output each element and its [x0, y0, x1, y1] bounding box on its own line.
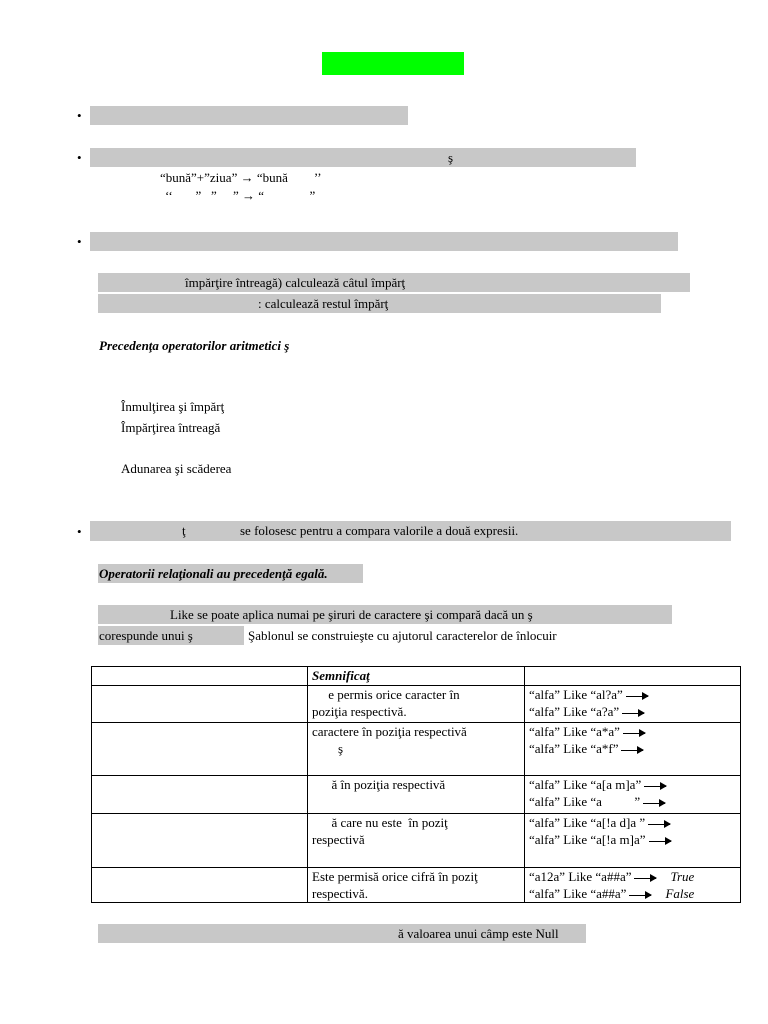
precedence-item-1: Înmulţirea şi împărţ [121, 399, 225, 414]
example-cell: “alfa” Like “al?a” “alfa” Like “a?a” [525, 686, 741, 723]
header-cell: Semnificaţ [308, 667, 525, 686]
arrow-icon [644, 786, 666, 787]
table-row [92, 686, 741, 723]
int-division-text: împărţire întreagă) calculează câtul împărţ [185, 275, 406, 290]
precedence-heading: Precedenţa operatorilor aritmetici ş [99, 338, 290, 353]
meaning-cell: Este permisă orice cifră în poziţ respectivă. [308, 868, 525, 903]
example-cell: “a12a” Like “a##a” True “alfa” Like “a##a” False [525, 868, 741, 903]
arrow-icon [622, 713, 644, 714]
header-cell [525, 667, 741, 686]
concat-example-2: ‘‘ ” ” ” → “ ” [165, 188, 316, 203]
bullet-4: • [77, 524, 82, 539]
example-cell: “alfa” Like “a[a m]a” “alfa” Like “a ” [525, 776, 741, 814]
bar-2-sh: ş [448, 150, 454, 165]
meaning-cell: caractere în poziţia respectivă ş [308, 723, 525, 776]
arrow-icon [649, 841, 671, 842]
bullet-2: • [77, 150, 82, 165]
like-wildcard-table [91, 666, 741, 903]
relational-intro: se folosesc pentru a compara valorile a două expresii. [240, 523, 519, 538]
meaning-cell: e permis orice caracter în poziţia respectivă. [308, 686, 525, 723]
result-true: True [670, 869, 695, 884]
highlight-bar-3 [90, 232, 678, 251]
table-row [92, 723, 741, 776]
highlight-bar-2 [90, 148, 636, 167]
relational-mark: ţ [182, 523, 186, 538]
example-cell: “alfa” Like “a[!a d]a ” “alfa” Like “a[!a m]a” [525, 814, 741, 868]
precedence-item-2: Împărţirea întreagă [121, 420, 221, 435]
bullet-1: • [77, 108, 82, 123]
table-row [92, 814, 741, 868]
concat-example-1: “bună”+”ziua” → “bună ’’ [160, 170, 322, 185]
arrow-icon [629, 895, 651, 896]
highlight-bar-1 [90, 106, 408, 125]
table-header-row [92, 667, 741, 686]
modulo-text: : calculează restul împărţ [258, 296, 389, 311]
arrow-icon [626, 696, 648, 697]
like-text-2a: corespunde unui ş [99, 628, 193, 643]
bullet-3: • [77, 234, 82, 249]
arrow-icon [623, 733, 645, 734]
result-false: False [665, 886, 695, 901]
header-cell [92, 667, 308, 686]
like-text-1: Like se poate aplica numai pe şiruri de caractere şi compară dacă un ş [170, 607, 533, 622]
title-highlight [322, 52, 464, 75]
arrow-icon [643, 803, 665, 804]
example-cell: “alfa” Like “a*a” “alfa” Like “a*f” [525, 723, 741, 776]
relational-precedence-note: Operatorii relaţionali au precedenţă egală. [99, 566, 328, 581]
arrow-icon [621, 750, 643, 751]
null-check-text: ă valoarea unui câmp este Null [398, 926, 559, 941]
meaning-cell: ă care nu este în poziţ respectivă [308, 814, 525, 868]
meaning-cell: ă în poziţia respectivă [308, 776, 525, 814]
like-text-2b: Şablonul se construieşte cu ajutorul caracterelor de înlocuir [248, 628, 557, 643]
table-row [92, 868, 741, 903]
table-row [92, 776, 741, 814]
arrow-icon [634, 878, 656, 879]
arrow-icon [648, 824, 670, 825]
precedence-item-3: Adunarea şi scăderea [121, 461, 232, 476]
